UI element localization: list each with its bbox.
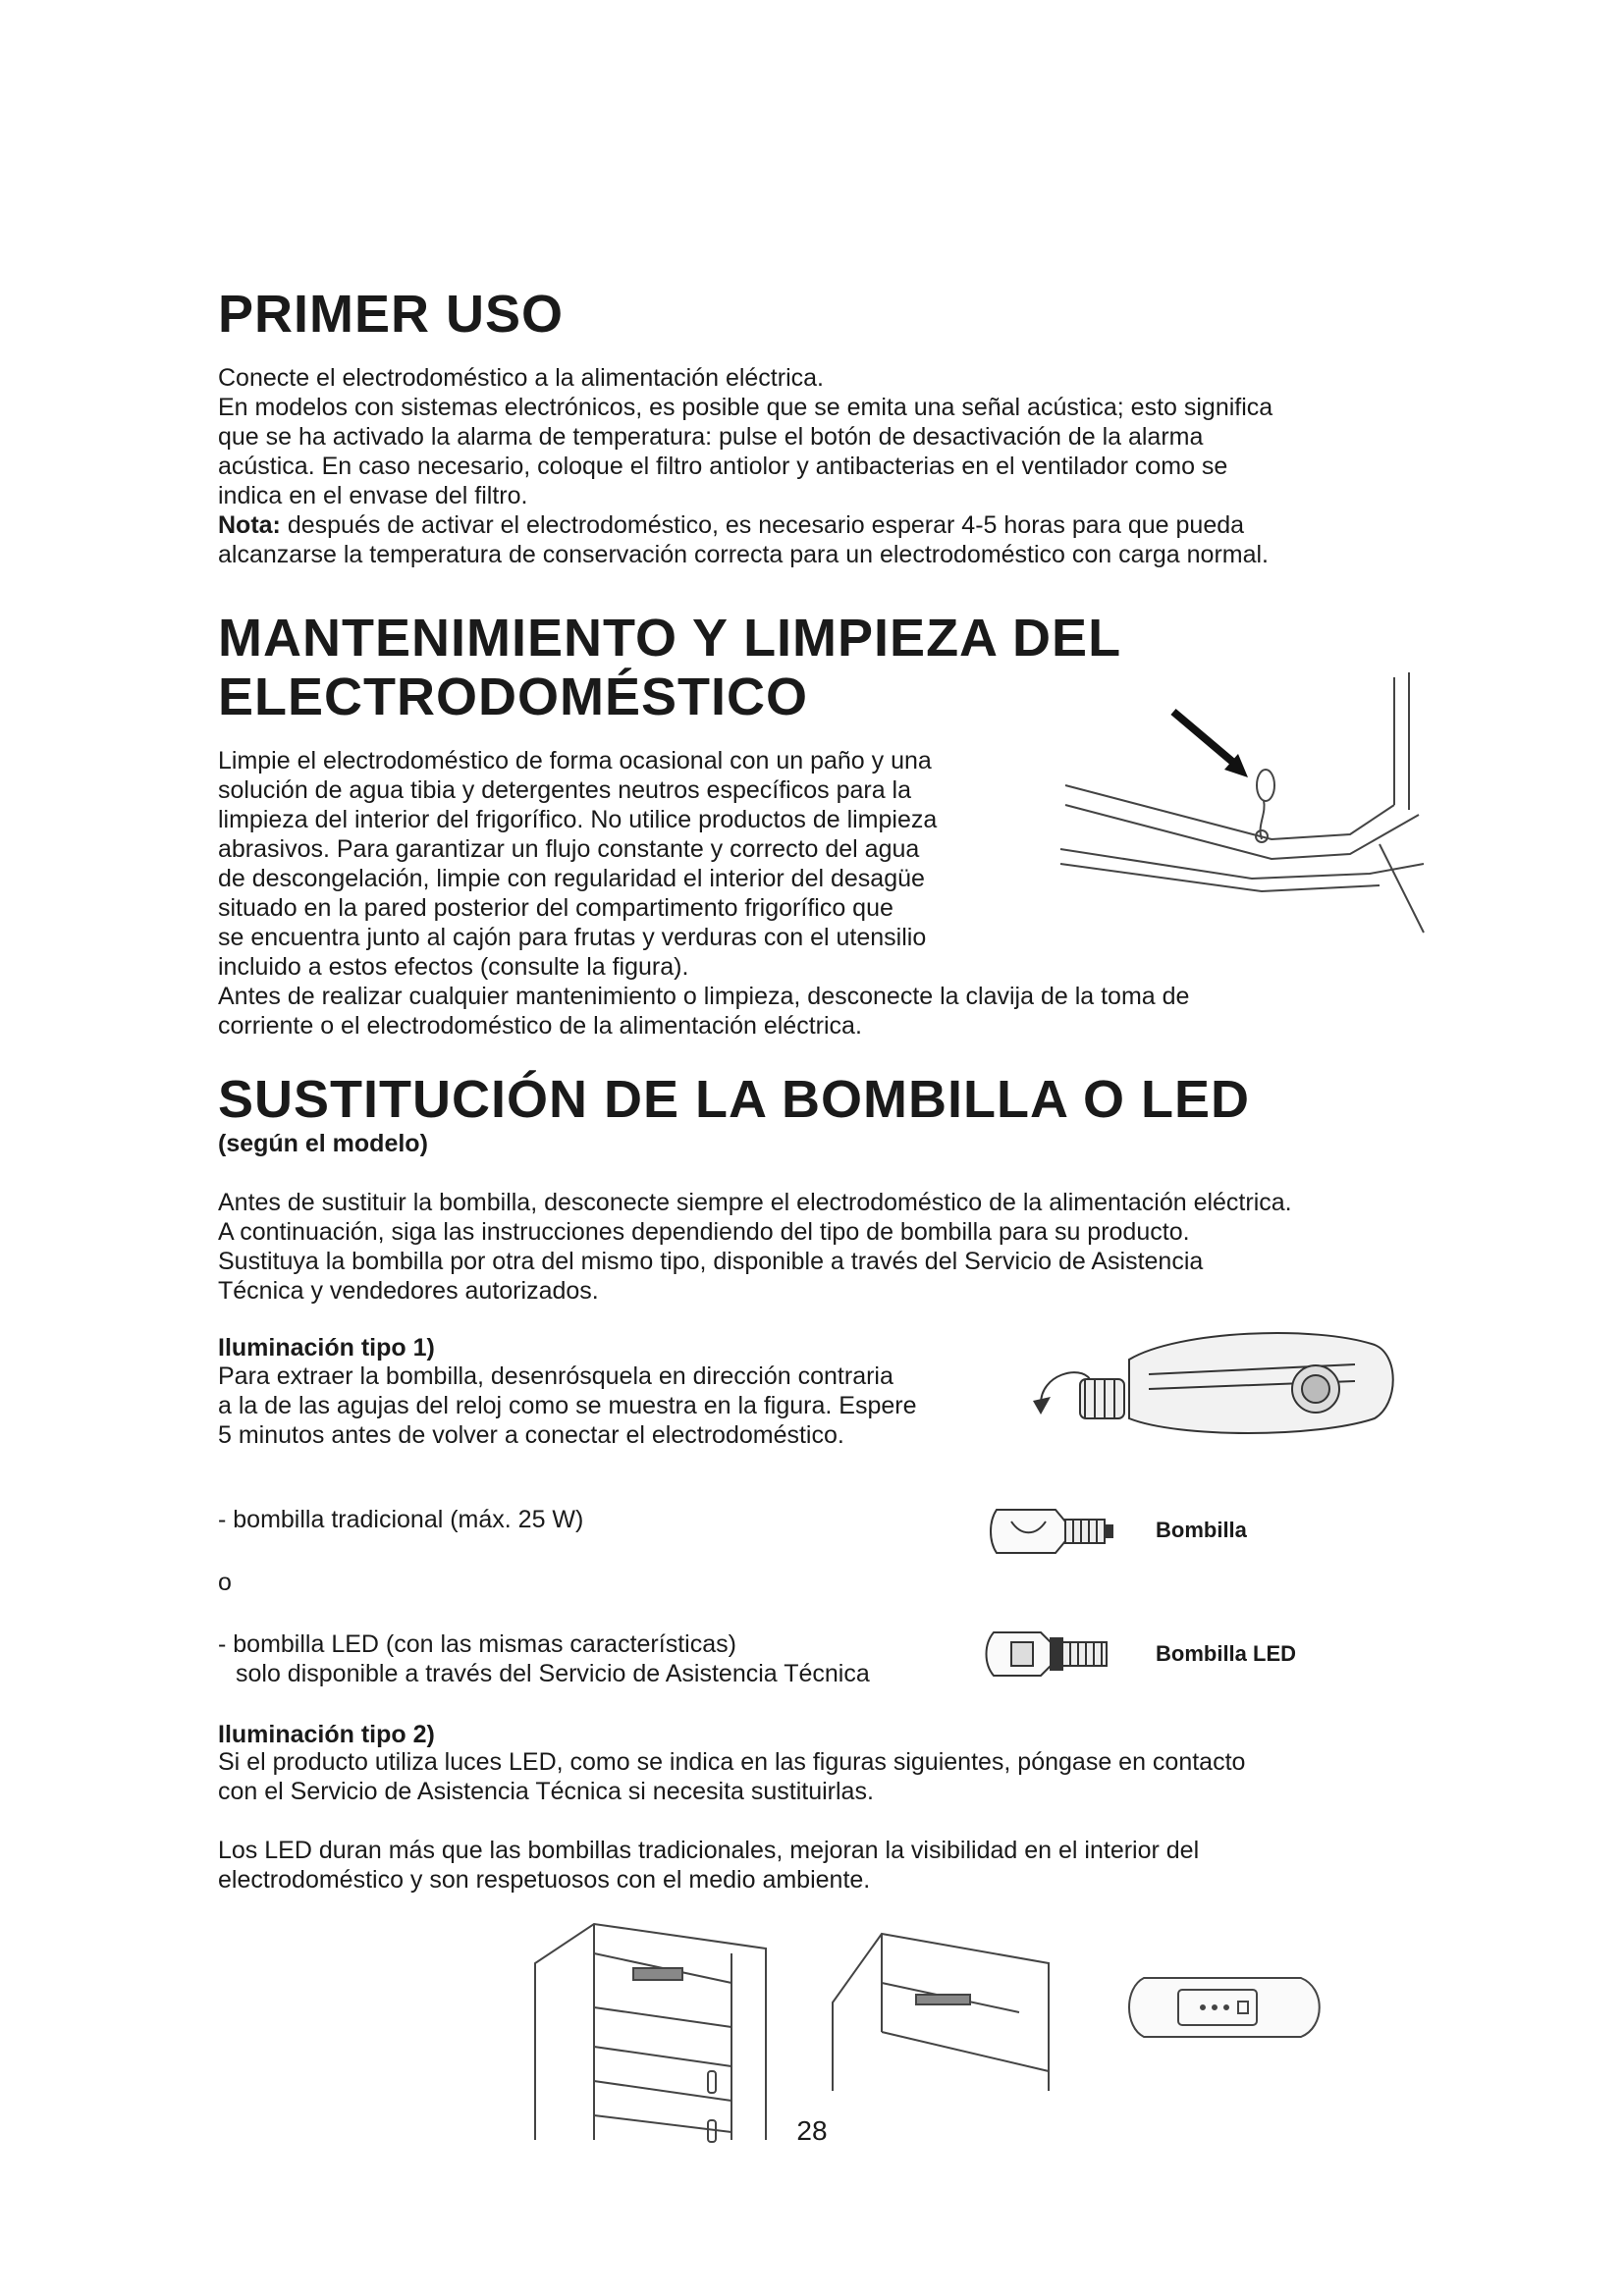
- led-bulb-label: Bombilla LED: [1156, 1641, 1297, 1666]
- text-line: con el Servicio de Asistencia Técnica si necesita sustituirlas.: [218, 1778, 874, 1805]
- text-line: que se ha activado la alarma de temperatura: pulse el botón de desactivación de la alarma: [218, 423, 1204, 451]
- note-line: [218, 510, 1272, 540]
- text-line: electrodoméstico y son respetuosos con el medio ambiente.: [218, 1866, 871, 1894]
- primer-uso-text: [218, 363, 1272, 569]
- option-bulb: - bombilla tradicional (máx. 25 W): [218, 1506, 584, 1533]
- bulb-icon: [987, 1502, 1124, 1561]
- tipo2-text-2: [218, 1836, 1199, 1895]
- sustitucion-text: [218, 1188, 1292, 1306]
- section-title-sustitucion: SUSTITUCIÓN DE LA BOMBILLA O LED: [218, 1070, 1250, 1129]
- note-label: Nota:: [218, 511, 281, 539]
- bulb-label: Bombilla: [1156, 1518, 1247, 1542]
- page-number: 28: [796, 2115, 828, 2146]
- section-title-primer-uso: PRIMER USO: [218, 285, 565, 344]
- text-line: Limpie el electrodoméstico de forma ocasional con un paño y una: [218, 747, 932, 774]
- text-line: Conecte el electrodoméstico a la alimentación eléctrica.: [218, 364, 824, 392]
- text-line: de descongelación, limpie con regularidad el interior del desagüe: [218, 865, 925, 892]
- tipo2-heading: Iluminación tipo 2): [218, 1721, 435, 1748]
- text-line: situado en la pared posterior del compartimento frigorífico que: [218, 894, 893, 922]
- tipo2-text: [218, 1747, 1245, 1806]
- note-text: después de activar el electrodoméstico, es necesario esperar 4-5 horas para que pueda: [280, 511, 1245, 539]
- text-line: Si el producto utiliza luces LED, como se indica en las figuras siguientes, póngase en contacto: [218, 1748, 1246, 1776]
- text-line: A continuación, siga las instrucciones dependiendo del tipo de bombilla para su producto.: [218, 1218, 1190, 1246]
- section-subtitle: (según el modelo): [218, 1130, 428, 1157]
- tipo1-text: [218, 1362, 917, 1450]
- text-line: alcanzarse la temperatura de conservación correcta para un electrodoméstico con carga normal.: [218, 541, 1269, 568]
- text-line: incluido a estos efectos (consulte la figura).: [218, 953, 689, 981]
- text-line: solución de agua tibia y detergentes neutros específicos para la: [218, 776, 912, 804]
- text-line: abrasivos. Para garantizar un flujo constante y correcto del agua: [218, 835, 920, 863]
- text-line: solo disponible a través del Servicio de Asistencia Técnica: [236, 1660, 870, 1687]
- text-line: - bombilla LED (con las mismas características): [218, 1630, 736, 1658]
- text-line: Técnica y vendedores autorizados.: [218, 1277, 599, 1305]
- text-line: En modelos con sistemas electrónicos, es posible que se emita una señal acústica; esto significa: [218, 394, 1273, 421]
- mantenimiento-text: [218, 746, 1189, 1041]
- text-line: limpieza del interior del frigorífico. No utilice productos de limpieza: [218, 806, 938, 833]
- lamp-unscrew-figure: [1021, 1320, 1404, 1453]
- text-line: Sustituya la bombilla por otra del mismo tipo, disponible a través del Servicio de Asistencia: [218, 1248, 1204, 1275]
- led-bulb-icon: [982, 1625, 1129, 1683]
- title-line: MANTENIMIENTO Y LIMPIEZA DEL: [218, 609, 1122, 667]
- text-line: 5 minutos antes de volver a conectar el electrodoméstico.: [218, 1421, 844, 1449]
- text-line: corriente o el electrodoméstico de la alimentación eléctrica.: [218, 1012, 862, 1040]
- text-line: Para extraer la bombilla, desenrósquela en dirección contraria: [218, 1362, 893, 1390]
- text-line: indica en el envase del filtro.: [218, 482, 528, 509]
- option-or: o: [218, 1569, 232, 1596]
- led-light-unit-figure: [1124, 1968, 1330, 2047]
- option-led: [218, 1629, 870, 1688]
- section-title-mantenimiento: [218, 609, 1121, 726]
- text-line: acústica. En caso necesario, coloque el filtro antiolor y antibacterias en el ventilador como se: [218, 453, 1228, 480]
- tipo1-heading: Iluminación tipo 1): [218, 1334, 435, 1362]
- text-line: Los LED duran más que las bombillas tradicionales, mejoran la visibilidad en el interior del: [218, 1837, 1200, 1864]
- title-line: ELECTRODOMÉSTICO: [218, 667, 809, 726]
- text-line: a la de las agujas del reloj como se muestra en la figura. Espere: [218, 1392, 917, 1419]
- text-line: Antes de sustituir la bombilla, desconecte siempre el electrodoméstico de la alimentación eléctrica.: [218, 1189, 1292, 1216]
- drain-cleaning-figure: [1056, 667, 1429, 952]
- text-line: se encuentra junto al cajón para frutas y verduras con el utensilio: [218, 924, 927, 951]
- compartment-figure: [823, 1924, 1078, 2101]
- text-line: Antes de realizar cualquier mantenimiento o limpieza, desconecte la clavija de la toma de: [218, 983, 1190, 1010]
